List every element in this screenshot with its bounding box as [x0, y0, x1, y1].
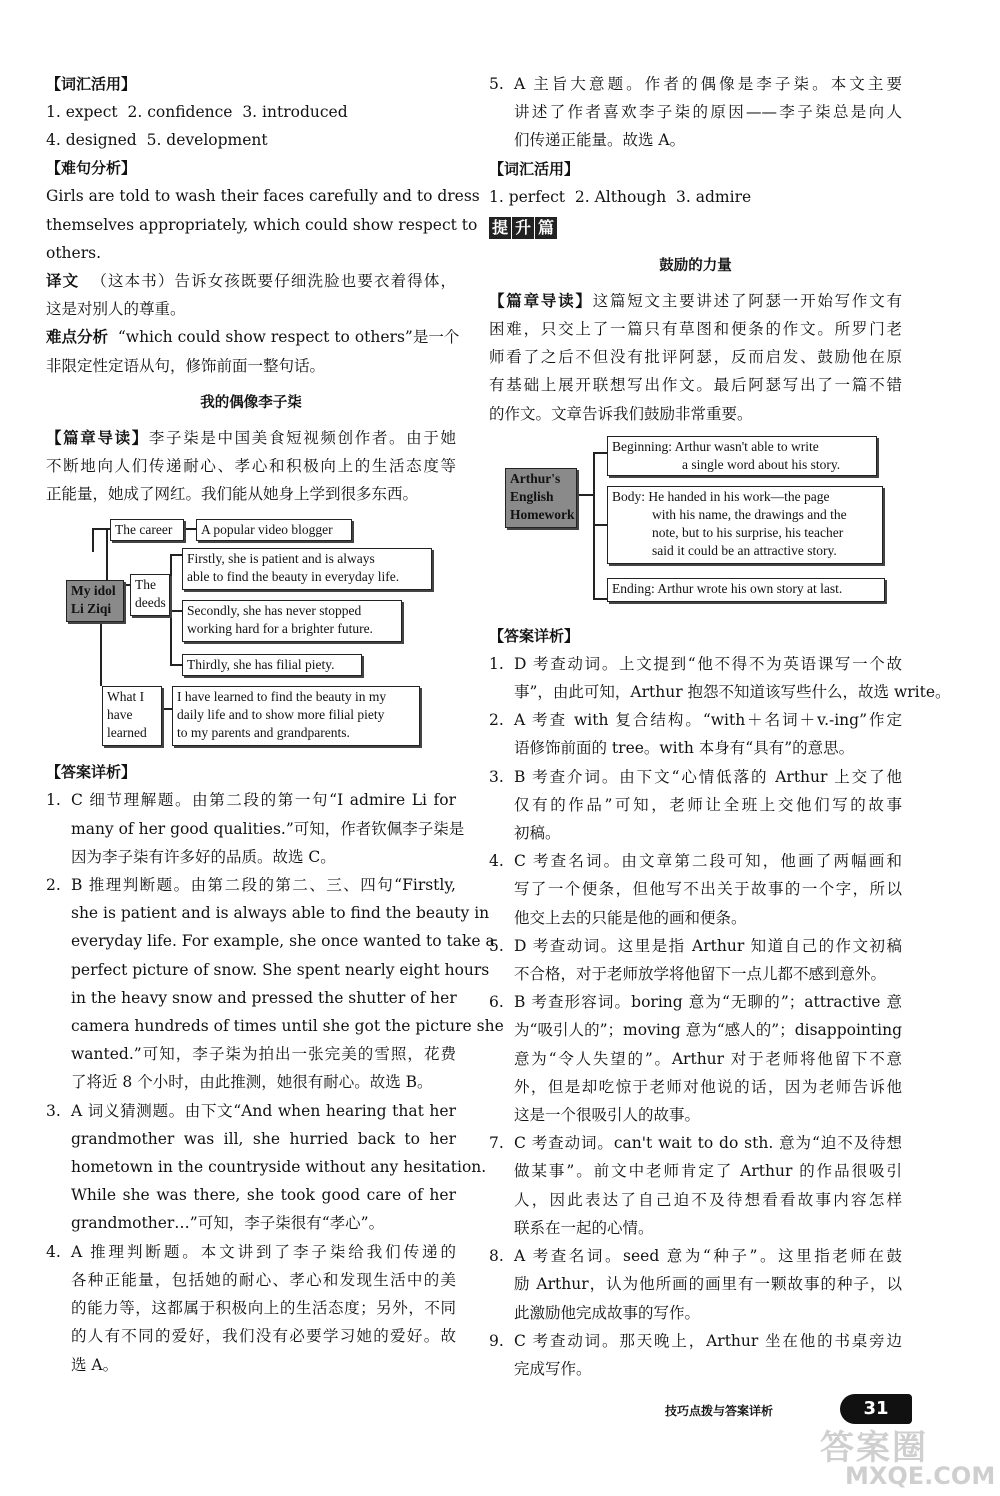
translation-line: 这是对别人的尊重。 [46, 300, 186, 319]
answer-item [489, 763, 902, 848]
answer-line: 了将近 8 个小时，由此推测，她很有耐心。故选 B。 [71, 1073, 433, 1092]
answer-line: D 考查动词。上文提到“他不得不为英语课写一个故 [514, 654, 902, 673]
guide-heading: 【篇章导读】 [489, 291, 593, 310]
watermark-logo: 答案圈 [820, 1428, 928, 1468]
answer-item [46, 1238, 456, 1379]
answer-item [489, 1327, 902, 1383]
vocab-heading: 【词汇活用】 [46, 75, 137, 93]
answer-line: C 考查动词。can't wait to do sth. 意为“迫不及待想 [514, 1134, 902, 1153]
answer-number: 7. [489, 1134, 504, 1153]
passage-title: 鼓励的力量 [659, 257, 732, 274]
answer-item [489, 1129, 902, 1242]
answer-line: 励 Arthur，认为他所画的画里有一颗故事的种子，以 [514, 1275, 902, 1294]
answer-line: in the heavy snow and pressed the shutter of her [71, 988, 457, 1007]
guide-line: 正能量，她成了网红。我们能从她身上学到很多东西。 [46, 485, 419, 504]
answer-line: A 考查 with 复合结构。“with＋名词＋v.-ing”作定 [514, 711, 902, 730]
answer-line: grandmother…”可知，李子柒很有“孝心”。 [71, 1214, 385, 1233]
answer-line: 外，但是却吃惊于老师对他说的话，因为老师告诉他 [514, 1077, 902, 1096]
answer-number: 9. [489, 1331, 504, 1350]
translation-line: 译文 （这本书）告诉女孩既要仔细洗脸也要衣着得体， [46, 272, 456, 291]
idol-mind-map [46, 514, 456, 758]
answer-line: C 考查动词。那天晚上，Arthur 坐在他的书桌旁边 [514, 1331, 902, 1350]
answer-line: 事”，由此可知，Arthur 抱怨不知道该写些什么，故选 write。 [514, 683, 951, 702]
mind-map-career: The career [110, 519, 184, 541]
answer-line: she is patient and is always able to find the beauty in [71, 904, 490, 923]
sentence-line: Girls are told to wash their faces carefully and to dress [46, 187, 480, 206]
guide-heading: 【篇章导读】 [46, 428, 149, 447]
answer-line: 做某事”。前文中老师肯定了 Arthur 的作品很吸引 [514, 1162, 902, 1181]
answer-number: 2. [489, 711, 504, 730]
answer-line: 意为“令人失望的”。Arthur 对于老师将他留下不意 [514, 1049, 902, 1068]
vocab-heading: 【词汇活用】 [489, 159, 580, 178]
answers-heading: 【答案详析】 [46, 763, 137, 782]
answer-item [46, 786, 465, 871]
answer-line: 写了一个便条，但他写不出关于故事的一个字，所以 [514, 880, 902, 899]
mind-map-ending: Ending: Arthur wrote his own story at last. [607, 578, 885, 602]
guide-line: 【篇章导读】李子柒是中国美食短视频创作者。由于她 [46, 428, 456, 447]
difficulty-label: 难点分析 [46, 328, 109, 347]
passage-title: 我的偶像李子柒 [200, 394, 302, 411]
guide-line: 困难，只交上了一篇只有草图和便条的作文。所罗门老 [489, 320, 902, 339]
answer-line: 不合格，对于老师放学将他留下一点儿都不感到意外。 [514, 965, 887, 984]
answer-item [489, 706, 902, 762]
guide-line: 有基础上展开联想写出作文。最后阿瑟写出了一篇不错 [489, 376, 902, 395]
vocab-line: 1. perfect 2. Although 3. admire [489, 187, 752, 206]
answer-item [489, 847, 902, 932]
left-column [46, 70, 504, 1379]
answer-line: wanted.”可知，李子柒为拍出一张完美的雪照，花费 [71, 1045, 456, 1064]
mind-map-beginning: Beginning: Arthur wasn't able to write a single word about his story. [607, 436, 877, 476]
answer-line: 此激励他完成故事的写作。 [514, 1303, 701, 1322]
answer-line: 因为李子柒有许多好的品质。故选 C。 [71, 847, 336, 866]
answers-list [489, 650, 951, 1383]
guide-line: 师看了之后不但没有批评阿瑟，反而启发、鼓励他在原 [489, 348, 902, 367]
answer-item [46, 1097, 487, 1238]
answer-line: everyday life. For example, she once wanted to take a [71, 932, 495, 951]
answer-line: 的能力等，这都属于积极向上的生活态度；另外，不同 [71, 1299, 456, 1318]
answer-number: 3. [489, 767, 504, 786]
answer-item [489, 1242, 902, 1327]
guide-line: 【篇章导读】这篇短文主要讲述了阿瑟一开始写作文有 [489, 291, 902, 310]
answer-number: 1. [46, 791, 61, 810]
answer-number: 5. [489, 75, 504, 93]
answer-line: 各种正能量，包括她的耐心、孝心和发现生活中的美 [71, 1270, 456, 1289]
footer-label: 技巧点拨与答案详析 [665, 1404, 774, 1418]
answer-line: 讲述了作者喜欢李子柒的原因——李子柒总是向人 [514, 103, 902, 122]
difficulty-line: 难点分析 “which could show respect to others”是一个 [46, 328, 460, 347]
answer-number: 6. [489, 993, 504, 1012]
answer-line: D 考查动词。这里是指 Arthur 知道自己的作文初稿 [514, 936, 902, 955]
mind-map-deed-3: Thirdly, she has filial piety. [182, 654, 362, 676]
answer-line: B 考查介词。由下文“心情低落的 Arthur 上交了他 [514, 767, 902, 786]
answer-line: B 考查形容词。boring 意为“无聊的”；attractive 意 [514, 993, 902, 1012]
answer-number: 1. [489, 654, 504, 673]
answer-item [489, 70, 902, 155]
mind-map-root: Arthur's English Homework [505, 468, 577, 528]
answer-number: 4. [46, 1242, 61, 1261]
sentence-line: others. [46, 243, 102, 262]
answer-line: 选 A。 [71, 1355, 119, 1374]
answer-line: A 词义猜测题。由下文“And when hearing that her [71, 1101, 456, 1120]
answer-line: A 推理判断题。本文讲到了李子柒给我们传递的 [71, 1242, 456, 1261]
mind-map-deeds: The deeds [130, 574, 170, 616]
answer-item [46, 871, 504, 1097]
answer-line: 语修饰前面的 tree。with 本身有“具有”的意思。 [514, 739, 855, 758]
hard-sentence-heading: 【难句分析】 [46, 159, 137, 178]
answer-item [489, 932, 902, 988]
answer-number: 4. [489, 852, 504, 871]
answer-item [489, 650, 951, 706]
answer-line: 他交上去的只能是他的画和便条。 [514, 908, 747, 927]
answers-list [46, 786, 504, 1378]
answer-line: 仅有的作品”可知，老师让全班上交他们写的故事 [514, 795, 902, 814]
answer-line: grandmother was ill, she hurried back to her [71, 1129, 456, 1148]
guide-line: 不断地向人们传递耐心、孝心和积极向上的生活态度等 [46, 457, 456, 476]
mind-map-body: Body: He handed in his work—the page with his name, the drawings and the note, but to his surprise, his teacher said it could be an attractive story. [607, 486, 883, 564]
answers-heading: 【答案详析】 [489, 626, 580, 645]
answer-line: 初稿。 [514, 824, 561, 843]
answer-line: 这是一个很吸引人的故事。 [514, 1106, 701, 1125]
answer-line: hometown in the countryside without any hesitation. [71, 1158, 487, 1177]
answer-item [489, 988, 902, 1129]
answer-line: 人，因此表达了自己迫不及待想看看故事内容怎样 [514, 1190, 902, 1209]
answer-line: 为“吸引人的”；moving 意为“感人的”；disappointing [514, 1021, 902, 1040]
answer-line: C 考查名词。由文章第二段可知，他画了两幅画和 [514, 852, 902, 871]
mind-map-deed-1: Firstly, she is patient and is always able to find the beauty in everyday life. [182, 548, 432, 590]
mind-map-deed-2: Secondly, she has never stopped working hard for a brighter future. [182, 600, 402, 642]
answer-line: 们传递正能量。故选 A。 [514, 131, 686, 150]
answer-line: C 细节理解题。由第二段的第一句“I admire Li for [71, 791, 456, 810]
answer-line: B 推理判断题。由第二段的第二、三、四句“Firstly, [71, 876, 456, 895]
section-banner: 提 升 篇 [489, 217, 902, 243]
guide-line: 的作文。文章告诉我们鼓励非常重要。 [489, 404, 753, 423]
answer-line: A 考查名词。seed 意为“种子”。这里指老师在鼓 [514, 1247, 902, 1266]
answer-line: 的人有不同的爱好，我们没有必要学习她的爱好。故 [71, 1327, 456, 1346]
answer-line: many of her good qualities.”可知，作者钦佩李子柒是 [71, 819, 465, 838]
mind-map-root: My idol Li Ziqi [66, 580, 124, 622]
watermark-url: MXQE.COM [845, 1462, 996, 1490]
sentence-line: themselves appropriately, which could show respect to [46, 215, 478, 234]
mind-map-learned: What I have learned [102, 686, 162, 746]
answer-line: 联系在一起的心情。 [514, 1218, 654, 1237]
answer-number: 8. [489, 1247, 504, 1266]
answer-number: 2. [46, 876, 61, 895]
homework-mind-map [489, 434, 902, 622]
vocab-line: 1. expect 2. confidence 3. introduced [46, 103, 348, 121]
page-number: 31 [840, 1394, 912, 1424]
answer-number: 3. [46, 1101, 61, 1120]
answer-line: While she was there, she took good care of her [71, 1186, 456, 1205]
mind-map-learned-value: I have learned to find the beauty in my daily life and to show more filial piety to my parents and grandparents. [172, 686, 420, 746]
translation-label: 译文 [46, 272, 80, 291]
answer-number: 5. [489, 936, 504, 955]
answer-line: A 主旨大意题。作者的偶像是李子柒。本文主要 [514, 75, 902, 93]
difficulty-line: 非限定性定语从句，修饰前面一整句话。 [46, 356, 326, 375]
answer-line: 完成写作。 [514, 1359, 592, 1378]
mind-map-career-value: A popular video blogger [196, 519, 352, 541]
answer-line: camera hundreds of times until she got the picture she [71, 1017, 504, 1036]
answer-line: perfect picture of snow. She spent nearly eight hours [71, 960, 490, 979]
right-column [489, 70, 951, 1383]
vocab-line: 4. designed 5. development [46, 131, 268, 150]
